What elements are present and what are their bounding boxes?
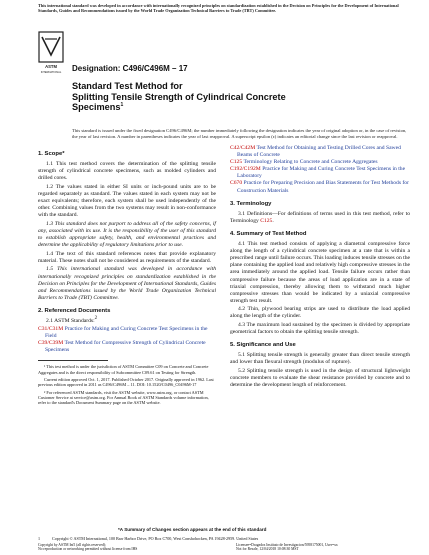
footnote-2-ref[interactable]: 2 bbox=[94, 316, 98, 322]
para-4-2: 4.2 Thin, plywood bearing strips are used to distribute the load applied along the length of the cylinder. bbox=[230, 306, 410, 320]
ref-code[interactable]: C42/C42M bbox=[230, 145, 256, 151]
ref-title[interactable]: Practice for Making and Curing Concrete Test Specimens in the Laboratory bbox=[237, 166, 406, 180]
right-column bbox=[230, 145, 410, 391]
footnote-1: ¹ This test method is under the jurisdiction of ASTM Committee C09 on Concrete and Concrete Aggregates and is the direct responsibility of Subcommittee C09.61 on Testing for Strength. bbox=[38, 364, 209, 375]
ref-item[interactable] bbox=[38, 340, 216, 354]
document-title bbox=[72, 81, 286, 113]
title-line-3 bbox=[72, 102, 286, 113]
astm-standards-label: 2.1 ASTM Standards: bbox=[46, 317, 95, 324]
ref-title[interactable]: Test Method for Obtaining and Testing Drilled Cores and Sawed Beams of Concrete bbox=[237, 145, 401, 159]
terminology-link[interactable]: C125 bbox=[260, 217, 273, 224]
svg-text:INTERNATIONAL: INTERNATIONAL bbox=[40, 71, 62, 74]
page-number: 1 bbox=[38, 536, 41, 541]
ref-title[interactable]: Test Method for Compressive Strength of Cylindrical Concrete Specimens bbox=[45, 340, 206, 354]
footnote-1-edition: Current edition approved Oct. 1, 2017. Published October 2017. Originally approved in 1962. Last previous edition approved in 2011 as C496/C496M – 11. DOI: 10.1520/C0496_C0496M-17 bbox=[38, 377, 214, 388]
ref-title[interactable]: Practice for Preparing Precision and Bias Statements for Test Methods for Construction Materials bbox=[237, 180, 409, 194]
para-3-1: 3.1 Definitions—For definitions of terms used in this test method, refer to Terminology C125. bbox=[230, 210, 410, 224]
footnote-2: ² For referenced ASTM standards, visit the ASTM website, www.astm.org, or contact ASTM Customer Service at service@astm.org. For Annual Book of ASTM Standards volume information, refer to the standard's Document Summary page on the ASTM website. bbox=[38, 389, 209, 406]
title-line-1: Standard Test Method for bbox=[72, 81, 183, 91]
footnote-divider bbox=[38, 360, 108, 361]
ref-title[interactable]: Terminology Relating to Concrete and Concrete Aggregates bbox=[243, 159, 378, 166]
para-2-1 bbox=[38, 318, 216, 325]
svg-text:ASTM: ASTM bbox=[45, 64, 57, 69]
ref-item[interactable] bbox=[230, 145, 410, 159]
title-line-3-text: Specimens bbox=[72, 102, 121, 113]
ref-code[interactable]: C192/C192M bbox=[230, 166, 261, 173]
ref-code[interactable]: C670 bbox=[230, 180, 243, 187]
title-footnote-ref[interactable]: 1 bbox=[120, 102, 124, 109]
para-1-5: 1.5 This international standard was developed in accordance with internationally recognized principles on standardization established in the Decision on Principles for the Development of International Standards, Guides and Recommendations issued by the World Trade Organization Technical Barriers to Trade (TBT) Committee. bbox=[38, 266, 216, 301]
designation: Designation: C496/C496M – 17 bbox=[72, 64, 188, 73]
summary-heading: 4. Summary of Test Method bbox=[230, 230, 307, 237]
referenced-documents-heading: 2. Referenced Documents bbox=[38, 307, 111, 314]
ref-title[interactable]: Practice for Making and Curing Concrete Test Specimens in the Field bbox=[45, 326, 208, 340]
ref-code[interactable]: C125 bbox=[230, 159, 243, 166]
ref-item[interactable] bbox=[230, 180, 410, 194]
para-3-1-text: 3.1 Definitions—For definitions of terms used in this test method, refer to Terminology bbox=[230, 210, 410, 224]
significance-heading: 5. Significance and Use bbox=[230, 342, 296, 349]
para-1-3: 1.3 This standard does not purport to address all of the safety concerns, if any, associated with its use. It is the responsibility of the user of this standard to establish appropriate safety, health, and environmental practices and determine the applicability of regulatory limitations prior to use. bbox=[38, 220, 216, 249]
para-1-1: 1.1 This test method covers the determination of the splitting tensile strength of cylindrical concrete specimens, such as molded cylinders and drilled cores. bbox=[38, 161, 216, 182]
terminology-heading: 3. Terminology bbox=[230, 200, 272, 207]
astm-logo-icon bbox=[38, 31, 64, 75]
tbt-notice: This international standard was developed in accordance with internationally recognized principles on standardization established in the Decision on Principles for the Development of International Standards, Guides and Recommendations issued by the World Trade Organization Technical Barriers to Trade (TBT) Committee. bbox=[38, 3, 399, 14]
para-4-3: 4.3 The maximum load sustained by the specimen is divided by appropriate geometrical factors to obtain the splitting tensile strength. bbox=[230, 322, 410, 336]
ref-code[interactable]: C31/C31M bbox=[38, 326, 64, 333]
para-5-1: 5.1 Splitting tensile strength is generally greater than direct tensile strength and lower than flexural strength (modulus of rupture). bbox=[230, 352, 410, 366]
scope-heading: 1. Scope* bbox=[38, 151, 65, 157]
para-5-2: 5.2 Splitting tensile strength is used in the design of structural lightweight concrete members to evaluate the shear resistance provided by concrete and to determine the development length of reinforcement. bbox=[230, 368, 410, 389]
ref-item[interactable] bbox=[230, 166, 410, 180]
copyright-line: Copyright © ASTM International, 100 Barr Harbor Drive, PO Box C700, West Conshohocken, PA 19428-2959. United States bbox=[52, 536, 259, 541]
left-column bbox=[38, 145, 216, 408]
standard-notice: This standard is issued under the fixed designation C496/C496M; the number immediately following the designation indicates the year of original adoption or, in the case of revision, the year of last revision. A number in parentheses indicates the year of last reapproval. A superscript epsilon (ε) indicates an editorial change since the last revision or reapproval. bbox=[72, 128, 407, 139]
summary-of-changes-note: *A Summary of Changes section appears at the end of this standard bbox=[118, 527, 267, 532]
ref-code[interactable]: C39/C39M bbox=[38, 340, 64, 347]
title-line-2: Splitting Tensile Strength of Cylindrical Concrete bbox=[72, 91, 286, 102]
para-1-2: 1.2 The values stated in either SI units or inch-pound units are to be regarded separately as standard. The values stated in each system may not be exact equivalents; therefore, each system shall be used independently of the other. Combining values from the two systems may result in non-conformance with the standard. bbox=[38, 183, 216, 219]
ref-item[interactable] bbox=[38, 326, 216, 340]
license-notice-left: Copyright by ASTM Int'l (all rights reserved); No reproduction or networking permitted without license from IHS bbox=[38, 543, 138, 552]
para-1-4: 1.4 The text of this standard references notes that provide explanatory material. These notes shall not be considered as requirements of the standard. bbox=[38, 250, 216, 264]
para-4-1: 4.1 This test method consists of applying a diametral compressive force along the length of a cylindrical concrete specimen at a rate that is within a prescribed range until failure occurs. This loading induces tensile stresses on the plane containing the applied load and relatively high compressive stresses in the area immediately around the applied load. Tensile failure occurs rather than compressive failure because the areas of load application are in a state of triaxial compression, thereby allowing them to withstand much higher compressive stresses than would be indicated by a uniaxial compressive strength test result. bbox=[230, 241, 410, 304]
license-notice-right: Licensee=Dragados Instituto de Investigacion/5958175001, User=xx Not for Resale, 12/04/2018 10:08:30 MST bbox=[236, 543, 338, 552]
